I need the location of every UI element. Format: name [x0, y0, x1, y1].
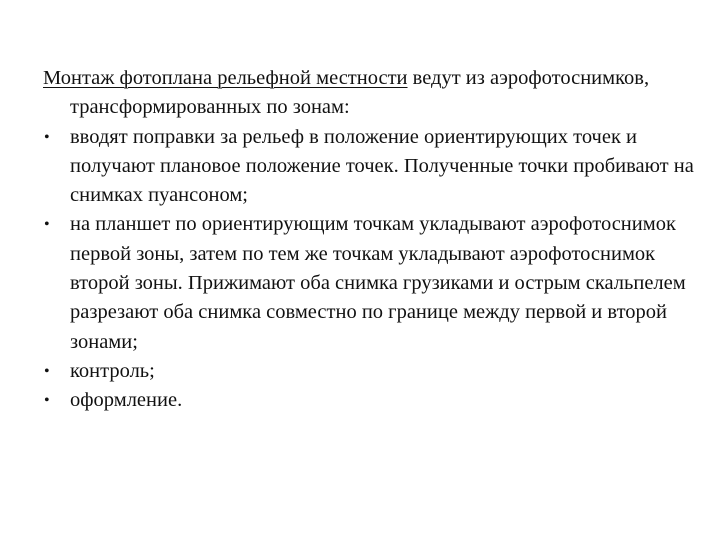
step-text: контроль; — [70, 359, 155, 382]
step-text: оформление. — [70, 389, 183, 412]
bullet-icon: • — [44, 362, 50, 380]
steps-list — [43, 123, 698, 416]
bullet-icon: • — [44, 216, 50, 234]
intro-rest: ведут из аэрофотоснимков, трансформированных по зонам: — [70, 67, 650, 119]
intro-title: Монтаж фотоплана рельефной местности — [43, 67, 408, 89]
bullet-icon: • — [44, 392, 50, 410]
slide-content — [43, 64, 698, 416]
list-item — [43, 357, 698, 386]
intro-paragraph — [43, 64, 698, 123]
list-item — [43, 386, 698, 415]
step-text: вводят поправки за рельеф в положение ориентирующих точек и получают плановое положение точек. Полученные точки пробивают на снимках пуансоном; — [70, 125, 694, 207]
bullet-icon: • — [44, 128, 50, 146]
step-text: на планшет по ориентирующим точкам укладывают аэрофотоснимок первой зоны, затем по тем же точкам укладывают аэрофотоснимок второй зоны. Прижимают оба снимка грузиками и острым скальпелем разрезают оба снимка совместно по границе между первой и второй зонами; — [70, 213, 686, 353]
list-item — [43, 123, 698, 211]
list-item — [43, 210, 698, 356]
